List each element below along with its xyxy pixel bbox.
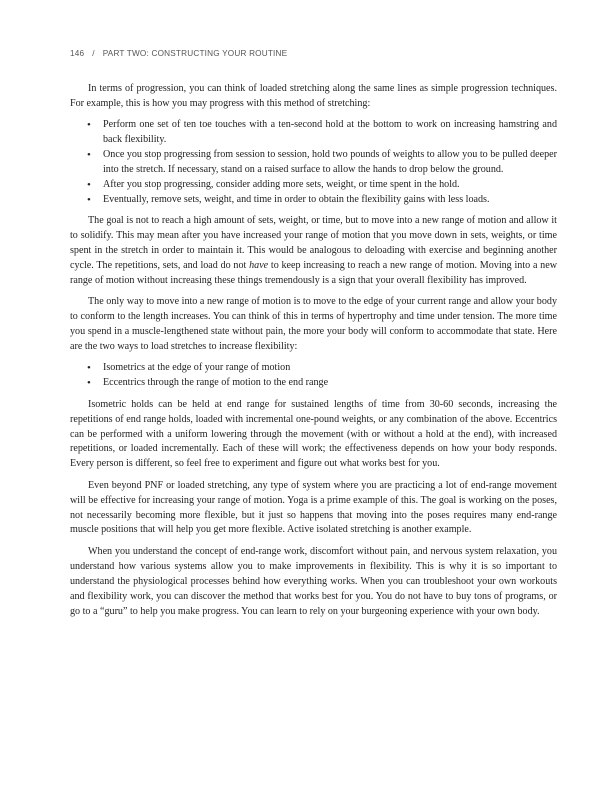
list-item-text: Isometrics at the edge of your range of motion	[103, 362, 291, 374]
paragraph-3: The only way to move into a new range of motion is to move to the edge of your current range and allow your body to conform to the length increases. You can think of this in terms of hypertrophy and time under tension. The more time you spend in a muscle-lengthened state without pain, the more your body will conform to accommodate that state. Here are the two ways to load stretches to increase flexibility:	[70, 296, 557, 352]
paragraph-2-emphasis: have	[249, 259, 269, 271]
running-head	[70, 49, 287, 58]
bullet-icon: •	[87, 119, 91, 132]
paragraph-6: When you understand the concept of end-range work, discomfort without pain, and nervous system relaxation, you understand how various systems allow you to make improvements in flexibility. This is why it is so important to understand the physiological processes behind how everything works. When you can troubleshoot your own workouts and flexibility work, you can discover the method that works best for you. You do not have to buy tons of programs, or go to a “guru” to help you make progress. You can learn to rely on your burgeoning experience with your own body.	[70, 545, 557, 617]
paragraph-2-end: to keep increasing to reach a new range of motion. Moving into a new range of motion without increasing these things tremendously is a sign that your overall flexibility has improved.	[70, 259, 557, 286]
list-item	[70, 178, 557, 193]
bullet-icon: •	[87, 193, 91, 206]
list-item	[70, 376, 557, 391]
bullet-icon: •	[87, 377, 91, 390]
list-item	[70, 361, 557, 376]
load-methods-list	[70, 361, 557, 391]
paragraph-2-start: The goal is not to reach a high amount of sets, weight, or time, but to move into a new range of motion and allow it to solidify. This may mean after you have increased your range of motion that you move down in sets, weights, or time spent in the stretch in order to maintain it. This would be analogous to deloading with exercise and beginning another cycle. The repetitions, sets, and load do not	[70, 215, 557, 271]
bullet-icon: •	[87, 149, 91, 162]
list-item-text: Eccentrics through the range of motion to the end range	[103, 377, 329, 389]
page-number: 146	[70, 49, 85, 58]
list-item-text: After you stop progressing, consider adding more sets, weight, or time spent in the hold.	[103, 178, 460, 190]
paragraph-1: In terms of progression, you can think of loaded stretching along the same lines as simple progression techniques. For example, this is how you may progress with this method of stretching:	[70, 83, 557, 109]
list-item-text: Once you stop progressing from session to session, hold two pounds of weights to allow you to be pulled deeper into the stretch. If necessary, stand on a raised surface to allow the hands to drop below the ground.	[103, 149, 557, 176]
paragraph-4: Isometric holds can be held at end range for sustained lengths of time from 30-60 seconds, increasing the repetitions of end range holds, loaded with incremental one-pound weights, or any combination of the above. Eccentrics can be performed with a uniform lowering through the movement (with or without a hold at the end), with increased repetitions, or loaded incrementally. Each of these will work; the effectiveness depends on how your body responds. Every person is different, so feel free to experiment and figure out what works best for you.	[70, 398, 557, 470]
body-text	[70, 82, 557, 626]
bullet-icon: •	[87, 362, 91, 375]
list-item	[70, 118, 557, 148]
header-separator: /	[92, 49, 95, 58]
list-item-text: Eventually, remove sets, weight, and time in order to obtain the flexibility gains with less loads.	[103, 193, 490, 205]
bullet-icon: •	[87, 178, 91, 191]
list-item	[70, 148, 557, 178]
list-item-text: Perform one set of ten toe touches with a ten-second hold at the bottom to work on increasing hamstring and back flexibility.	[103, 119, 557, 146]
paragraph-5: Even beyond PNF or loaded stretching, any type of system where you are practicing a lot of end-range movement will be effective for increasing your range of motion. Yoga is a prime example of this. The goal is working on the poses, not necessarily becoming more flexible, but it just so happens that moving into the poses requires many end-range muscle positions that will help you get more flexible. Active isolated stretching is another example.	[70, 479, 557, 536]
list-item	[70, 193, 557, 208]
paragraph-2	[70, 214, 557, 289]
section-title: PART TWO: CONSTRUCTING YOUR ROUTINE	[102, 49, 288, 58]
progression-list	[70, 118, 557, 207]
